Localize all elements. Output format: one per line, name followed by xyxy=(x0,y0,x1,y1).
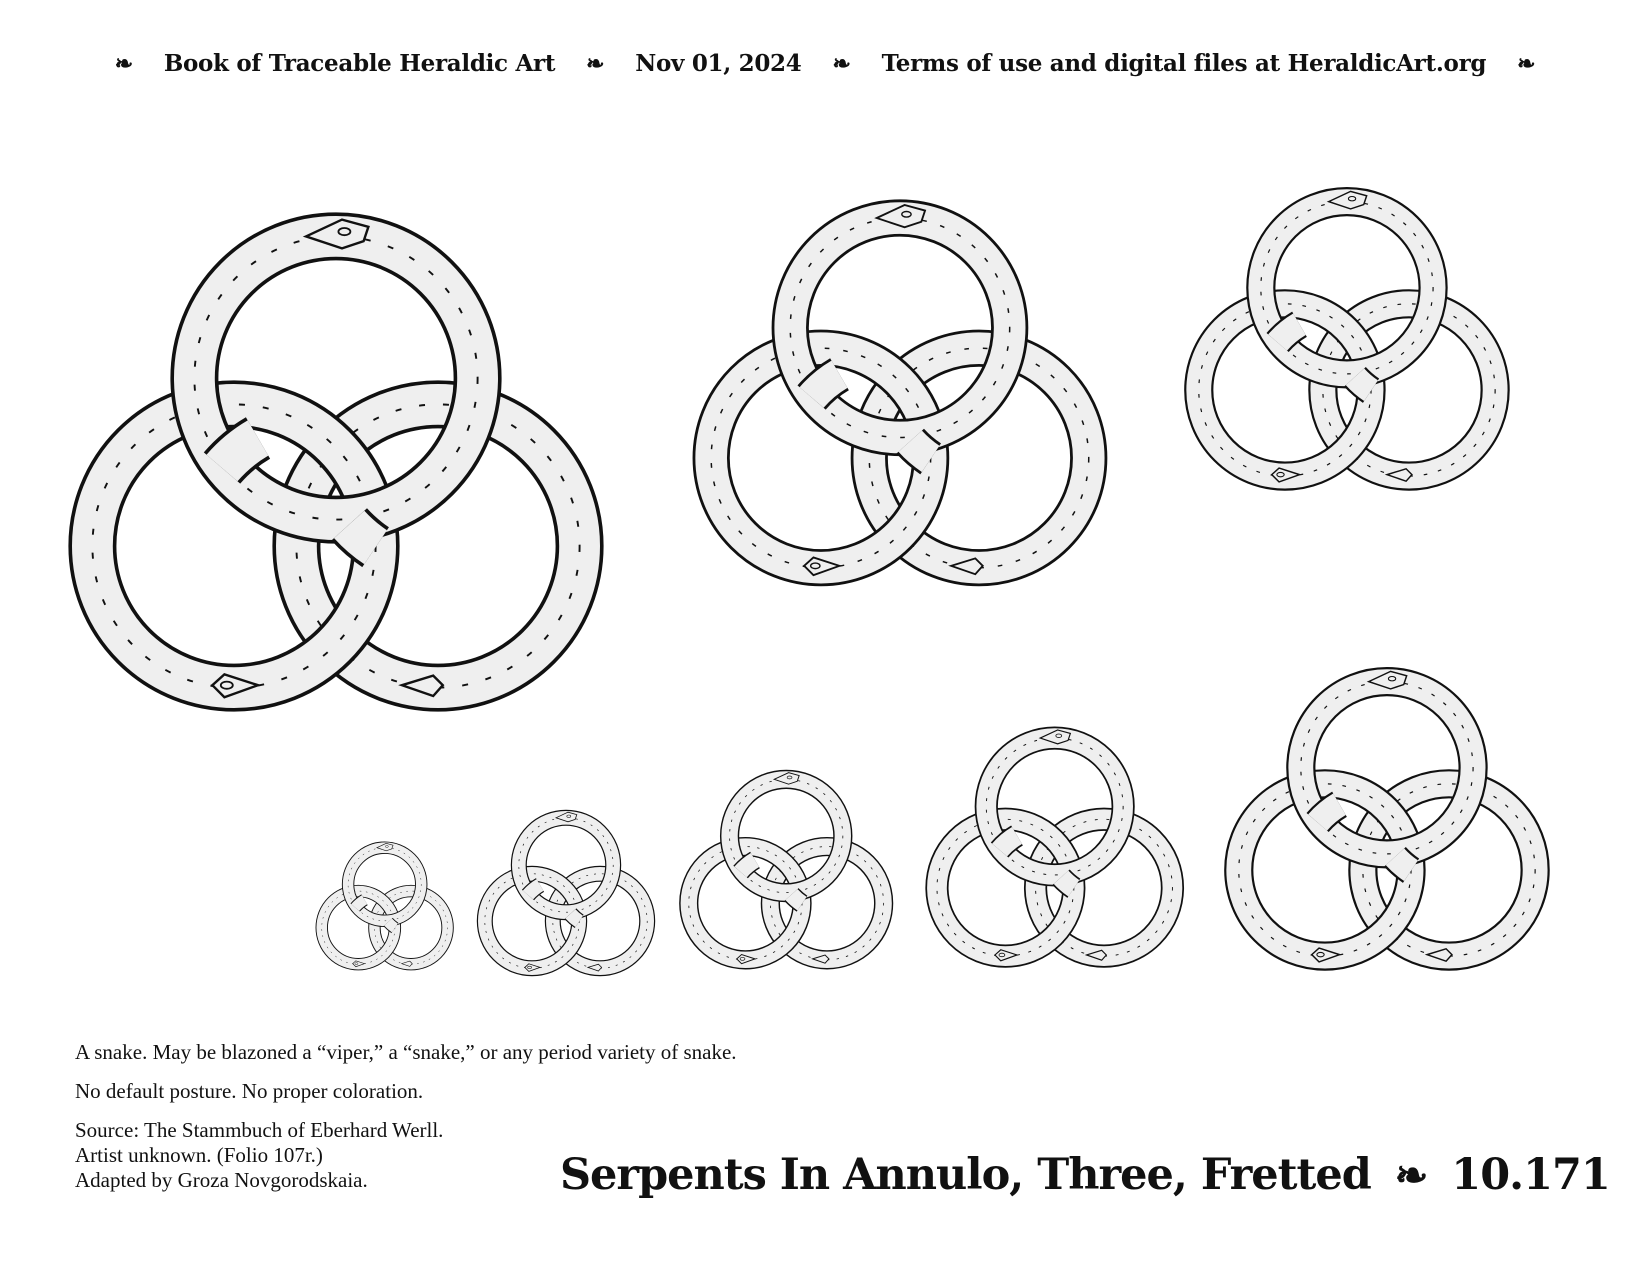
serpent-trio-bottom-large xyxy=(1239,671,1535,962)
adapted-line: Adapted by Groza Novgorodskaia. xyxy=(75,1168,368,1192)
serpent-trio-mid xyxy=(937,730,1172,961)
book-title: Book of Traceable Heraldic Art xyxy=(163,50,556,77)
fleuron-icon: ❧ xyxy=(1394,1152,1428,1199)
serpent-trio-large xyxy=(92,220,579,698)
serpent-trio-medium-small xyxy=(1199,191,1495,482)
serpent-trio-tiny xyxy=(322,843,448,966)
serpent-trio-medium xyxy=(711,205,1089,575)
terms-of-use: Terms of use and digital files at HeraldicArt.org xyxy=(881,50,1487,77)
fleuron-icon: ❧ xyxy=(586,50,605,77)
artist-line: Artist unknown. (Folio 107r.) xyxy=(75,1143,323,1167)
plate-name: Serpents In Annulo, Three, Fretted xyxy=(560,1150,1371,1200)
fleuron-icon: ❧ xyxy=(114,50,133,77)
plate-number: 10.171 xyxy=(1451,1150,1610,1200)
description-line: A snake. May be blazoned a “viper,” a “snake,” or any period variety of snake. xyxy=(75,1040,737,1064)
source-line: Source: The Stammbuch of Eberhard Werll. xyxy=(75,1118,444,1142)
description-line: No default posture. No proper coloration. xyxy=(75,1079,424,1103)
fleuron-icon: ❧ xyxy=(1517,50,1536,77)
fleuron-icon: ❧ xyxy=(832,50,851,77)
plate-title xyxy=(560,1150,1610,1200)
publication-date: Nov 01, 2024 xyxy=(635,50,802,77)
serpent-trio-small-medium xyxy=(689,773,884,964)
serpent-trio-small xyxy=(485,812,647,971)
